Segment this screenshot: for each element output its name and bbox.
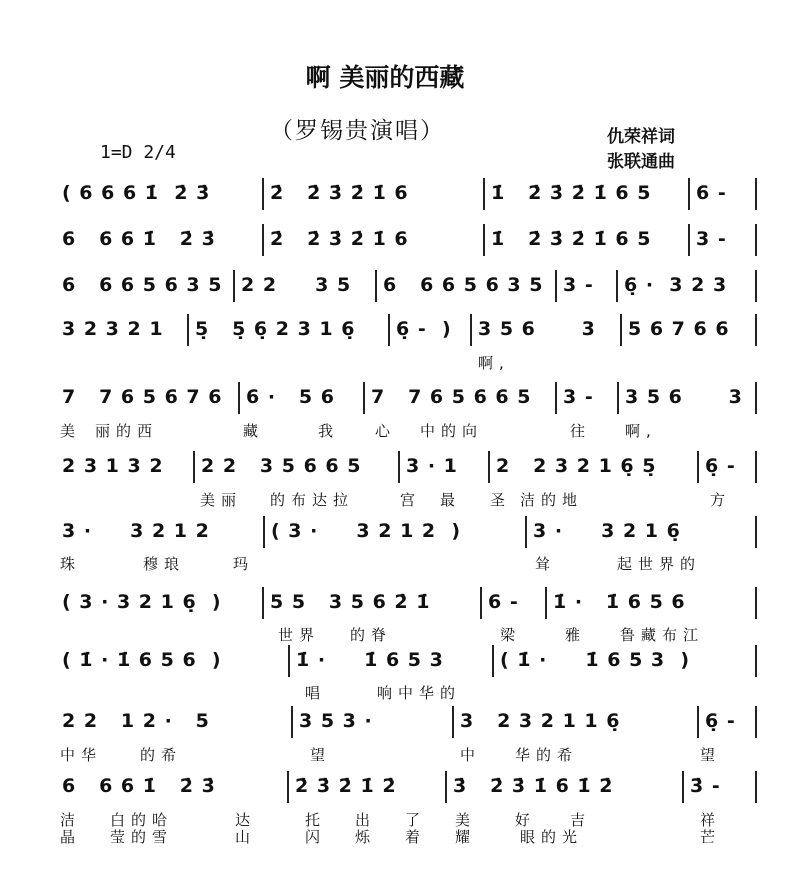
barline [287,771,289,803]
measure: 6 6 6 1̇ 2̇ 3̇ [62,228,216,250]
measure: 2 2 3 2 1 6̣ 5̣ [496,455,657,477]
lyric: 梁 [500,626,522,644]
measure: 3 · 3 2 1 6̣ [533,520,681,542]
measure: 3 · 1 [406,455,458,477]
measure: 2̇ 3̇ 2̇ 1̇ 2̇ [295,775,397,797]
lyric: 鲁藏布江 [620,626,705,644]
lyric: 华的希 [515,746,579,764]
measure: 7 7 6 5 6 7 6 [62,386,223,408]
barline [452,706,454,738]
composer-credit: 张联通曲 [607,152,675,172]
lyric: 好 [515,811,537,829]
barline [363,382,365,414]
measure: ( 3 · 3 2 1 6̣ ) [62,591,222,613]
barline [755,451,757,483]
lyric: 往 [570,422,592,440]
barline [616,270,618,302]
barline [483,178,485,210]
measure: 2̇ 2̇ 3̇ 2̇ 1̇ 6 [270,182,409,204]
barline [620,314,622,346]
measure: 5̣ 5̣ 6̣ 2 3 1 6̣ [195,318,356,340]
barline [755,645,757,677]
measure: 2̇ 2̇ 3̇ 2̇ 1̇ 6 [270,228,409,250]
barline [755,224,757,256]
measure: 5 5 3 5 6 2̇ 1̇ [270,591,431,613]
measure: 6 6 6 5 6 3 5 [62,274,223,296]
measure: 5 6 7 6 6 [628,318,730,340]
barline [445,771,447,803]
barline [697,451,699,483]
barline [697,706,699,738]
lyric-verse-2: 着 [405,828,427,846]
lyric: 起世界的 [617,555,702,573]
barline [555,270,557,302]
lyric: 达 [235,811,257,829]
lyric: 洁 [60,811,82,829]
performer: （罗锡贵演唱） [270,118,445,144]
lyric: 托 [305,811,327,829]
measure: 3 - [696,228,727,250]
barline [262,587,264,619]
barline [617,382,619,414]
measure: 6 - [488,591,519,613]
measure: 3̇ 2̇ 3̇ 1̇ 6 1̇ 2̇ [453,775,614,797]
lyric-verse-2: 耀 [455,828,477,846]
lyric: 祥 [700,811,722,829]
barline [545,587,547,619]
lyric-verse-2: 眼的光 [520,828,584,846]
barline [193,451,195,483]
lyric: 玛 [233,555,255,573]
barline [238,382,240,414]
measure: 6̣ · 3 2 3 [624,274,728,296]
barline [755,270,757,302]
measure: 2 3 1 3 2 [62,455,164,477]
measure: ( 1̇ · 1̇ 6 5 3 ) [500,649,691,671]
lyric: 了 [405,811,427,829]
measure: 3 · 3 2 1 2 [62,520,210,542]
barline [755,314,757,346]
barline [525,516,527,548]
barline [755,771,757,803]
lyric: 吉 [570,811,592,829]
measure: 3 5 6 3 [478,318,596,340]
barline [488,451,490,483]
lyric: 心 [375,422,397,440]
measure: 6̣ - ) [396,318,452,340]
lyric: 耸 [535,555,557,573]
measure: 7 7 6 5 6 6 5 [371,386,532,408]
barline [755,706,757,738]
barline [492,645,494,677]
lyric: 美丽 [200,491,243,509]
barline [291,706,293,738]
barline [233,270,235,302]
lyric: 穆琅 [143,555,186,573]
measure: 2 2 1 2 · 5 [62,710,210,732]
measure: ( 3 · 3 2 1 2 ) [271,520,462,542]
measure: 1̇ 2̇ 3̇ 2̇ 1̇ 6 5 [491,182,652,204]
lyric: 望 [700,746,722,764]
lyric: 宫 [400,491,422,509]
lyric: 的布达拉 [270,491,355,509]
barline [755,178,757,210]
barline [375,270,377,302]
lyric: 出 [355,811,377,829]
measure: 6 · 5 6 [246,386,335,408]
measure: 6̣ - [705,455,736,477]
barline [755,516,757,548]
measure: 2 2 3 5 [241,274,352,296]
barline [470,314,472,346]
measure: 3 2 3 2 1 1 6̣ [460,710,621,732]
lyric: 圣 [490,491,512,509]
lyric: 白的哈 [110,811,174,829]
measure: 6̣ - [705,710,736,732]
lyricist-credit: 仇荣祥词 [607,127,675,147]
measure: 3 - [563,274,594,296]
lyric-verse-2: 晶 [60,828,82,846]
lyric: 啊, [478,354,510,372]
lyric: 丽的西 [95,422,159,440]
barline [483,224,485,256]
lyric: 珠 [60,555,82,573]
barline [682,771,684,803]
lyric: 的脊 [350,626,393,644]
lyric: 雅 [565,626,587,644]
lyric: 美 [60,422,82,440]
lyric-verse-2: 闪 [305,828,327,846]
lyric: 中 [460,746,482,764]
lyric: 洁的地 [520,491,584,509]
lyric: 美 [455,811,477,829]
measure: ( 1̇ · 1̇ 6 5 6 ) [62,649,222,671]
barline [688,224,690,256]
barline [187,314,189,346]
measure: 3 - [563,386,594,408]
measure: 1̇ 2̇ 3̇ 2̇ 1̇ 6 5 [491,228,652,250]
measure: 3̇ - [690,775,721,797]
barline [480,587,482,619]
measure: 6 6 6 1̇ 2̇ 3̇ [62,775,216,797]
lyric: 中的向 [420,422,484,440]
key-signature: 1=D 2/4 [100,142,176,163]
lyric: 中华 [60,746,103,764]
barline [388,314,390,346]
lyric: 方 [710,491,732,509]
lyric-verse-2: 芒 [700,828,722,846]
lyric: 啊, [625,422,657,440]
lyric: 的希 [140,746,183,764]
barline [262,224,264,256]
measure: 6 - [696,182,727,204]
measure: 6 6 6 5 6 3 5 [383,274,544,296]
lyric: 唱 [305,684,327,702]
lyric-verse-2: 山 [235,828,257,846]
barline [398,451,400,483]
measure: 3 5 3 · [299,710,373,732]
measure: 1̇ · 1̇ 6 5 3 [296,649,444,671]
barline [555,382,557,414]
barline [755,382,757,414]
barline [288,645,290,677]
lyric: 世界 [278,626,321,644]
lyric-verse-2: 莹的雪 [110,828,174,846]
lyric: 我 [318,422,340,440]
measure: 2 2 3 5 6 6 5 [201,455,362,477]
barline [755,587,757,619]
lyric: 望 [310,746,332,764]
lyric: 响中华的 [377,684,462,702]
barline [262,178,264,210]
lyric: 藏 [243,422,265,440]
measure: 3 2 3 2 1 [62,318,164,340]
barline [688,178,690,210]
measure: 3 5 6 3 [625,386,743,408]
measure: 1̇ · 1̇ 6 5 6 [553,591,686,613]
lyric: 最 [440,491,462,509]
measure: ( 6 6 6 1̇ 2̇ 3̇ [62,182,211,204]
song-title: 啊 美丽的西藏 [305,63,465,92]
barline [263,516,265,548]
lyric-verse-2: 烁 [355,828,377,846]
